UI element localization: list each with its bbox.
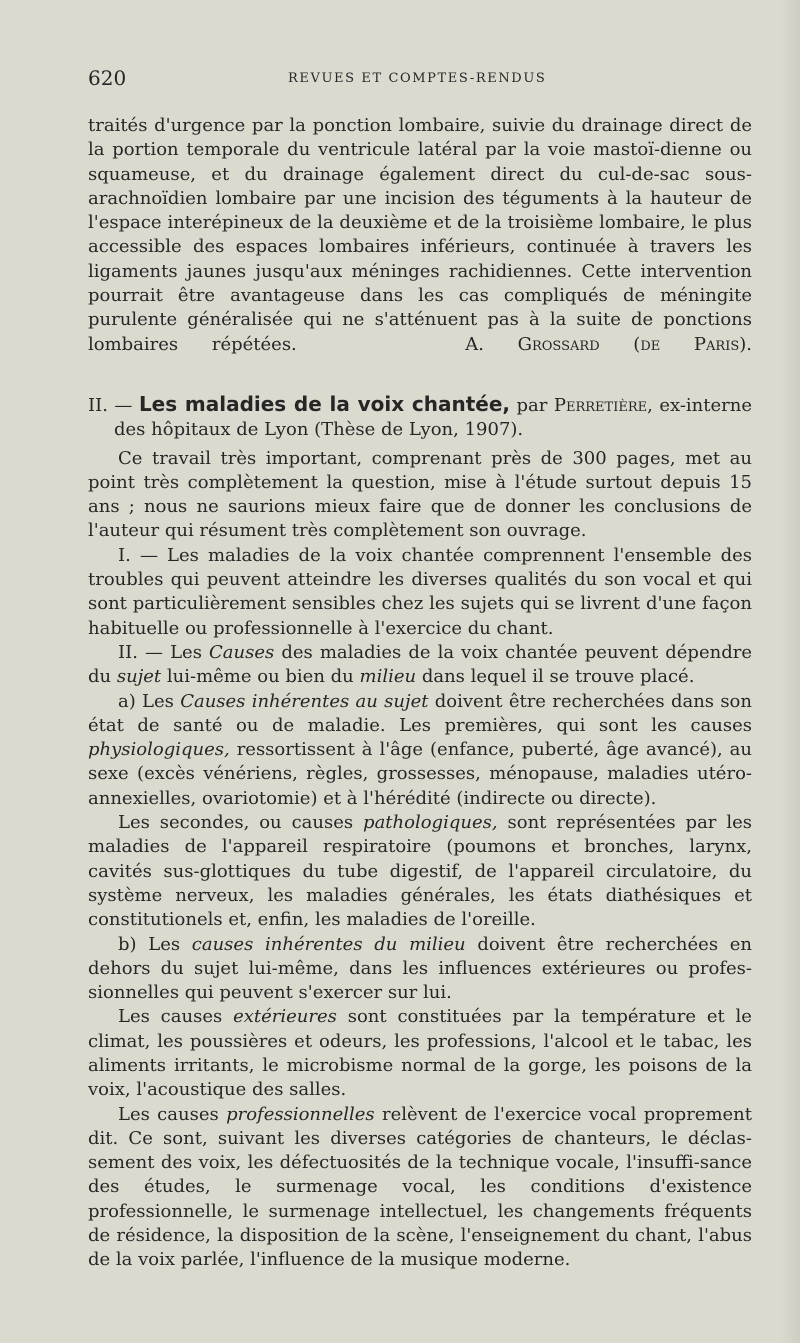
pathological-italic: pathologiques, <box>363 812 498 834</box>
point2-part: dans lequel il se trouve placé. <box>421 666 695 688</box>
point2-italic-causes: Causes <box>209 641 275 663</box>
section-a-part: doivent être recherchées dans son état de santé ou de maladie. Les premières, qui sont les causes <box>88 690 752 736</box>
conclusion-point-2 <box>88 641 752 690</box>
exterior-part: Les causes <box>118 1006 223 1028</box>
point2-part: II. — Les <box>118 641 202 663</box>
article-author: Perretière, <box>553 394 653 416</box>
article-number: II. — <box>88 394 133 416</box>
previous-review-body: traités d'urgence par la ponction lombaire, suivie du drainage direct de la portion temporale du ventricule latéral par la voie mastoï-dienne ou squameuse, et du drainage également direct du cul-de-sac sous-arachnoïdien lombaire par une incision des téguments à la hauteur de l'espace interépineux de la deuxième et de la troisième lombaire, le plus accessible des espaces lombaires inférieurs, continuée à travers les ligaments jaunes jusqu'aux méninges rachidiennes. Cette intervention pourrait être avantageuse dans les cas compliqués de méningite purulente généralisée qui ne s'atténuent pas à la suite de ponctions lombaires répétées. <box>88 115 752 355</box>
pathological-part: sont représentées par les maladies de l'appareil respiratoire (poumons et bronches, larynx, cavités sus-glottiques du tube digestif, de l'appareil circulatoire, du système nerveux, les maladies générales, les états diathésiques et constitutionels et, enfin, les maladies de l'oreille. <box>88 812 752 931</box>
article-intro: Ce travail très important, comprenant près de 300 pages, met au point très complètement la question, mise à l'étude surtout depuis 15 ans ; nous ne saurions mieux faire que de donner les conclusions de l'auteur qui résument très complètement son ouvrage. <box>88 447 752 542</box>
section-a-italic-physiologiques: physiologiques, <box>88 739 230 761</box>
page-header <box>88 66 760 96</box>
page-body <box>88 114 752 1273</box>
point2-part: lui-même ou bien du <box>166 666 354 688</box>
article-details: ex-interne des hôpitaux de Lyon (Thèse de Lyon, 1907). <box>114 394 752 441</box>
pathological-causes-paragraph <box>88 811 752 932</box>
section-b-part: doivent être recherchées en dehors du sujet lui-même, dans les influences extérieures ou profes-sionnelles qui peuvent s'exercer sur lui. <box>88 933 752 1004</box>
page-number: 620 <box>88 66 127 90</box>
article-by: par <box>516 394 548 416</box>
exterior-causes-paragraph <box>88 1005 752 1102</box>
section-a-part: a) Les <box>118 690 174 712</box>
section-a-part: ressortissent à l'âge (enfance, puberté, âge avancé), au sexe (excès vénériens, règles, grossesses, ménopause, maladies utéro-annexielles, ovariotomie) et à l'hérédité (indirecte ou directe). <box>88 739 752 809</box>
professional-causes-paragraph <box>88 1103 752 1273</box>
exterior-italic: extérieures <box>233 1006 337 1028</box>
professional-italic: professionnelles <box>226 1103 375 1125</box>
previous-review-text <box>88 114 752 357</box>
section-a-paragraph <box>88 690 752 811</box>
section-a-italic: Causes inhérentes au sujet <box>180 690 429 712</box>
review-signature: A. Grossard (de Paris). <box>465 333 752 355</box>
article-heading <box>88 392 752 443</box>
pathological-part: Les secondes, ou causes <box>118 812 354 834</box>
point2-italic-sujet: sujet <box>116 666 162 688</box>
section-b-paragraph <box>88 933 752 1006</box>
section-b-italic: causes inhérentes du milieu <box>191 933 466 955</box>
professional-part: Les causes <box>118 1103 219 1125</box>
article-title: Les maladies de la voix chantée, <box>138 391 511 416</box>
page-edge-shadow <box>780 0 800 1343</box>
point2-italic-milieu: milieu <box>359 666 417 688</box>
running-head: REVUES ET COMPTES-RENDUS <box>288 71 547 86</box>
section-b-part: b) Les <box>118 933 181 955</box>
point2-part: des maladies de la voix chantée peuvent dépendre du <box>88 641 752 688</box>
conclusion-point-1: I. — Les maladies de la voix chantée comprennent l'ensemble des troubles qui peuvent atteindre les diverses qualités du son vocal et qui sont particulièrement sensibles chez les sujets qui se livrent d'une façon habituelle ou professionnelle à l'exercice du chant. <box>88 544 752 639</box>
exterior-part: sont constituées par la température et le climat, les poussières et odeurs, les professions, l'alcool et le tabac, les aliments irritants, le microbisme normal de la gorge, les poisons de la voix, l'acoustique des salles. <box>88 1006 752 1101</box>
professional-part: relèvent de l'exercice vocal proprement dit. Ce sont, suivant les diverses catégories de chanteurs, le déclas-sement des voix, les défectuosités de la technique vocale, l'insuffi-sance des études, le surmenage vocal, les conditions d'existence professionnelle, le surmenage intellectuel, les changements fréquents de résidence, la disposition de la scène, l'enseignement du chant, l'abus de la voix parlée, l'influence de la musique moderne. <box>88 1103 753 1271</box>
